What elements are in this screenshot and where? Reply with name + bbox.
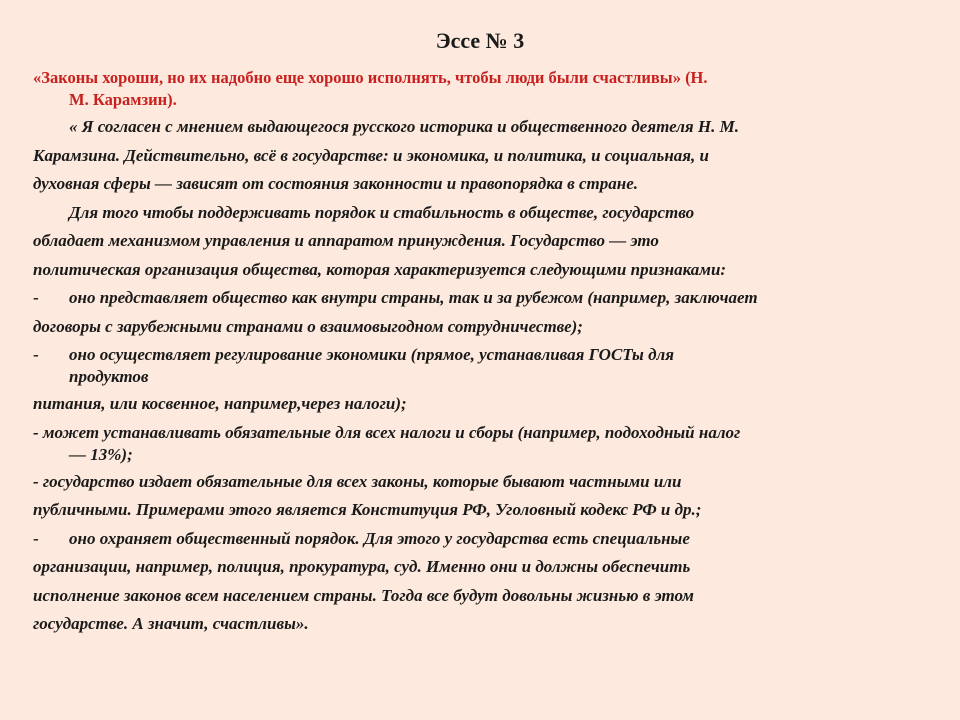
bullet-text: оно представляет общество как внутри страны, так и за рубежом (например, заключает — [69, 288, 758, 307]
essay-line: Карамзина. Действительно, всё в государстве: и экономика, и политика, и социальная, и — [33, 145, 709, 165]
essay-body — [33, 113, 943, 639]
essay-line: исполнение законов всем населением страны. Тогда все будут довольны жизнью в этом — [33, 585, 694, 605]
bullet-item — [33, 344, 943, 366]
quote-line: М. Карамзин). — [69, 90, 177, 109]
essay-line: публичными. Примерами этого является Конституция РФ, Уголовный кодекс РФ и др.; — [33, 500, 702, 519]
essay-line: питания, или косвенное, например,через налоги); — [33, 394, 407, 413]
essay-line: — 13%); — [69, 444, 133, 464]
essay-line: продуктов — [69, 367, 149, 386]
bullet-text: оно осуществляет регулирование экономики (прямое, устанавливая ГОСТы для — [69, 345, 675, 364]
bullet-item: - государство издает обязательные для всех законы, которые бывают частными или — [33, 471, 682, 491]
bullet-dash: - — [33, 288, 39, 307]
essay-line: духовная сферы — зависят от состояния законности и правопорядка в стране. — [33, 174, 639, 193]
essay-line: обладает механизмом управления и аппаратом принуждения. Государство — это — [33, 231, 659, 250]
quote-line: «Законы хороши, но их надобно еще хорошо исполнять, чтобы люди были счастливы» (Н. — [33, 68, 708, 87]
essay-line: договоры с зарубежными странами о взаимовыгодном сотрудничестве); — [33, 316, 583, 336]
essay-line: « Я согласен с мнением выдающегося русского историка и общественного деятеля Н. М. — [69, 117, 740, 136]
bullet-item — [33, 284, 943, 313]
essay-line: организации, например, полиция, прокуратура, суд. Именно они и должны обеспечить — [33, 557, 691, 576]
bullet-text: оно охраняет общественный порядок. Для этого у государства есть специальные — [69, 528, 690, 548]
essay-line: государстве. А значит, счастливы». — [33, 614, 309, 633]
bullet-item: - может устанавливать обязательные для всех налоги и сборы (например, подоходный налог — [33, 422, 741, 442]
slide-title: Эссе № 3 — [435, 28, 525, 53]
essay-line: политическая организация общества, которая характеризуется следующими признаками: — [33, 259, 727, 279]
bullet-dash: - — [33, 345, 39, 364]
epigraph-quote — [33, 67, 938, 111]
essay-line: Для того чтобы поддерживать порядок и стабильность в обществе, государство — [69, 202, 695, 222]
bullet-item — [33, 525, 943, 554]
bullet-dash: - — [33, 528, 39, 548]
